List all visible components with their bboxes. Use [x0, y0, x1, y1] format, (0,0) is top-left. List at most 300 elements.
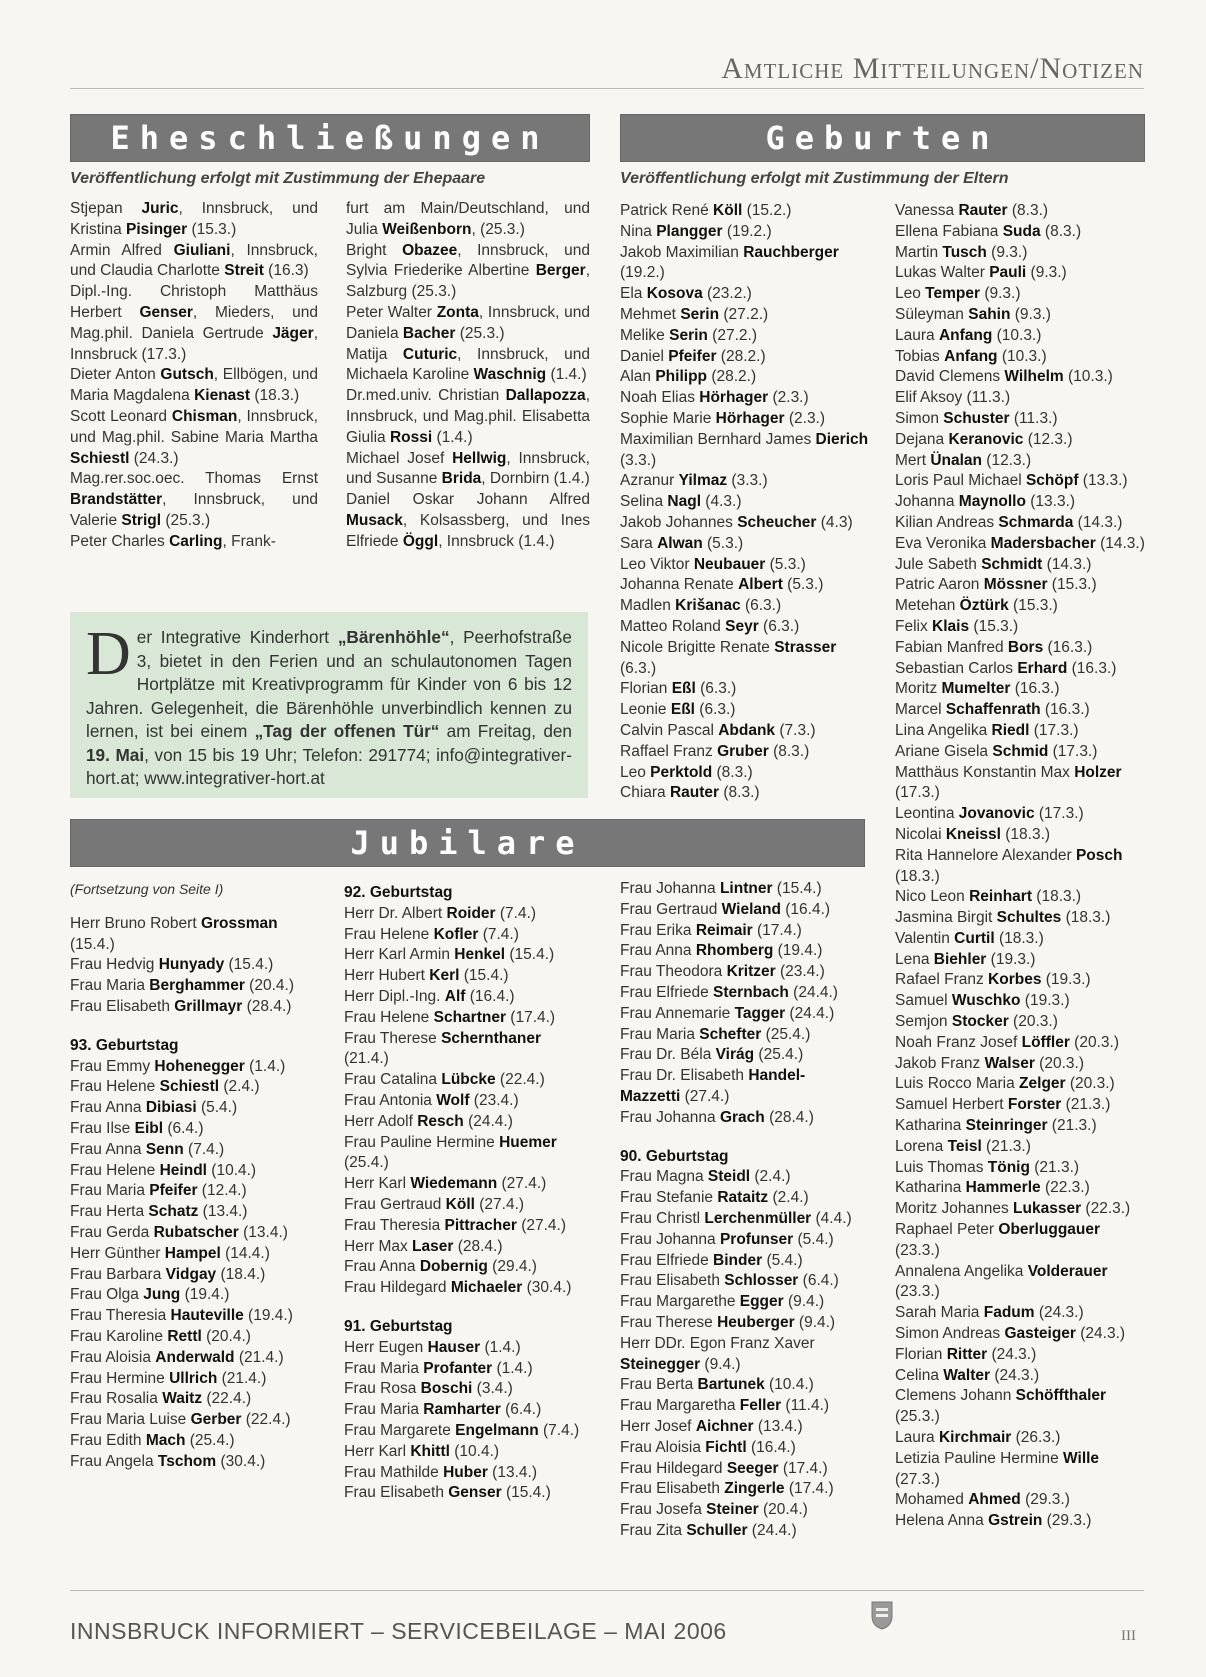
list-item	[620, 409, 870, 430]
entry-text: (27.4.)	[474, 1195, 525, 1213]
entry-text: (1.4.)	[546, 366, 587, 384]
list-item	[70, 1202, 320, 1223]
list-item	[895, 1303, 1145, 1324]
entry-text: (26.3.)	[1011, 1429, 1061, 1447]
surname: Grach	[719, 1108, 765, 1126]
surname: Vidgay	[165, 1265, 217, 1283]
surname: Berghammer	[149, 977, 245, 995]
surname: Rauter	[669, 784, 720, 802]
jubilare-column-3	[620, 879, 865, 1542]
surname: Steinegger	[620, 1355, 701, 1373]
list-item	[620, 326, 870, 347]
entry-text: (9.4.)	[783, 1293, 825, 1311]
surname: Streit	[224, 262, 264, 280]
list-item	[895, 263, 1145, 284]
surname: Rauchberger	[743, 243, 839, 261]
surname: Madersbacher	[990, 534, 1096, 552]
entry-text: (7.4.)	[495, 904, 537, 922]
surname: Plangger	[656, 222, 723, 240]
list-item	[895, 804, 1145, 825]
entry-text: Frau Johanna	[620, 1108, 720, 1126]
entry-text: (20.3.)	[1065, 1075, 1115, 1093]
entry-text: (17.3.)	[1048, 742, 1098, 760]
entry-text: (25.4.)	[185, 1431, 235, 1449]
entry-text: (27.3.)	[895, 1470, 940, 1488]
surname: Holzer	[1074, 763, 1122, 781]
entry-text: (15.3.)	[1008, 597, 1058, 615]
surname: Eibl	[134, 1119, 164, 1137]
entry-text: (6.4.)	[163, 1119, 204, 1137]
entry-text: Frau Helene	[70, 1078, 160, 1096]
entry-text: Frau Maria	[70, 977, 150, 995]
surname: Seyr	[725, 617, 759, 635]
list-item	[895, 1095, 1145, 1116]
list-item	[344, 904, 588, 925]
entry-text: (23.3.)	[895, 1283, 940, 1301]
entry-text: Lukas Walter	[895, 264, 990, 282]
list-item	[895, 201, 1145, 222]
surname: Köll	[713, 202, 743, 219]
surname: 19. Mai	[86, 744, 145, 765]
surname: Resch	[417, 1112, 464, 1130]
spacer	[70, 1018, 320, 1032]
entry-text: (15.4.)	[505, 946, 555, 964]
list-item	[620, 742, 870, 763]
entry-text: Loris Paul Michael	[895, 472, 1026, 490]
surname: Kneissl	[945, 825, 1001, 843]
surname: Feller	[739, 1397, 782, 1415]
surname: „Bärenhöhle“	[337, 627, 450, 647]
entry-text: (28.2.)	[707, 368, 757, 386]
entry-text: (25.4.)	[754, 1046, 804, 1064]
entry-text: (27.4.)	[680, 1087, 730, 1105]
entry-text: , Innsbruck, und Mag.phil. Sabine Maria Martha	[70, 407, 318, 446]
list-item	[346, 449, 590, 491]
list-item	[895, 908, 1145, 929]
surname: Seeger	[726, 1459, 779, 1477]
list-item	[895, 742, 1145, 763]
surname: Zingerle	[724, 1480, 785, 1498]
list-item	[344, 1070, 588, 1091]
entry-text: Jakob Franz	[895, 1054, 985, 1072]
entry-text: Moritz	[895, 680, 942, 698]
surname: Krišanac	[675, 597, 741, 615]
entry-text: Frau Emmy	[70, 1057, 155, 1075]
entry-text: Tobias	[895, 347, 945, 365]
list-item	[70, 1098, 320, 1119]
entry-text: Herr Karl	[344, 1175, 411, 1193]
entry-text: (3.3.)	[620, 451, 657, 469]
entry-text: Alan	[620, 368, 656, 386]
entry-text: Herr Bruno Robert	[70, 914, 201, 932]
surname: Kienast	[194, 387, 251, 405]
list-item	[620, 721, 870, 742]
list-item	[70, 365, 318, 407]
entry-text: Rafael Franz	[895, 971, 989, 989]
entry-text: Dieter Anton	[70, 366, 161, 384]
entry-text: Dejana	[895, 430, 949, 448]
entry-text: Frau Olga	[70, 1286, 144, 1304]
entry-text: David Clemens	[895, 368, 1005, 386]
list-item	[620, 243, 870, 285]
list-item	[620, 1209, 865, 1230]
entry-text: Mert	[895, 451, 931, 469]
entry-text: Frau Therese	[620, 1313, 718, 1331]
list-item	[344, 1483, 588, 1504]
list-item	[895, 1012, 1145, 1033]
entry-text: (4.3.)	[701, 493, 742, 511]
list-item	[895, 534, 1145, 555]
entry-text: (17.4.)	[752, 921, 802, 939]
page-header-title: Amtliche Mitteilungen/Notizen	[721, 52, 1144, 85]
entry-text: (25.4.)	[761, 1025, 811, 1043]
surname: Köll	[445, 1195, 475, 1213]
entry-text: (17.3.)	[895, 784, 940, 802]
entry-text: Matthäus Konstantin Max	[895, 763, 1075, 781]
entry-text: Eva Veronika	[895, 534, 991, 552]
eheschliessungen-column-1	[70, 199, 318, 553]
list-item	[346, 303, 590, 345]
list-item	[620, 983, 865, 1004]
entry-text: Frau Helene	[344, 1008, 434, 1026]
surname: Schmarda	[998, 513, 1074, 531]
surname: Wiedemann	[410, 1175, 498, 1193]
surname: Fichtl	[705, 1438, 747, 1456]
list-item	[895, 1345, 1145, 1366]
list-item	[620, 575, 870, 596]
entry-text: Samuel	[895, 992, 952, 1010]
entry-text: (19.3.)	[986, 950, 1036, 968]
entry-text: , von 15 bis 19 Uhr; Telefon: 291774; info@integrativer-hort.at; www.integrativer-hort.at	[86, 744, 572, 788]
surname: Korbes	[988, 971, 1042, 989]
entry-text: (20.3.)	[1069, 1033, 1119, 1051]
surname: Rhomberg	[695, 942, 774, 960]
entry-text: (17.3.)	[1029, 721, 1079, 739]
surname: Schlosser	[724, 1272, 799, 1290]
surname: Gutsch	[160, 366, 214, 384]
surname: Binder	[713, 1251, 763, 1269]
surname: Weißenborn	[382, 220, 472, 238]
entry-text: Selina	[620, 493, 668, 511]
spacer	[344, 1299, 588, 1313]
surname: Löffler	[1021, 1033, 1070, 1051]
entry-text: (21.3.)	[1061, 1096, 1111, 1114]
surname: Giuliani	[173, 241, 231, 259]
footer-title: INNSBRUCK INFORMIERT – SERVICEBEILAGE – MAI 2006	[70, 1618, 727, 1644]
entry-text: Raphael Peter	[895, 1221, 999, 1239]
entry-text: Frau Maria	[344, 1359, 424, 1377]
entry-text: (28.2.)	[716, 347, 766, 365]
entry-text: (20.3.)	[1008, 1013, 1058, 1031]
entry-text: (12.4.)	[197, 1182, 247, 1200]
list-item	[620, 700, 870, 721]
list-item	[620, 617, 870, 638]
list-item	[620, 1271, 865, 1292]
entry-text: , Ellbögen, und Maria Magdalena	[70, 366, 318, 405]
entry-text: (18.3.)	[250, 387, 300, 405]
surname: Roider	[446, 904, 496, 922]
surname: Kosova	[646, 285, 703, 303]
entry-text: (12.3.)	[982, 451, 1032, 469]
entry-text: Herr Dipl.-Ing.	[344, 987, 445, 1005]
jubilare-column-2	[344, 879, 588, 1504]
surname: Schernthaner	[441, 1029, 541, 1047]
list-item	[620, 1313, 865, 1334]
surname: Hellwig	[452, 449, 507, 467]
entry-text: Frau Magna	[620, 1168, 708, 1186]
entry-text: (10.4.)	[449, 1442, 500, 1460]
entry-text: (6.4.)	[798, 1272, 839, 1290]
entry-text: Frau Dr. Elisabeth	[620, 1067, 749, 1085]
surname: Schmidt	[981, 555, 1043, 573]
list-item	[895, 388, 1145, 409]
list-item	[620, 534, 870, 555]
list-item	[895, 970, 1145, 991]
entry-text: Mag.rer.soc.oec. Thomas Ernst	[70, 470, 318, 488]
entry-text: (21.3.)	[1047, 1117, 1097, 1135]
entry-text: Frau Maria	[70, 1182, 150, 1200]
entry-text: (6.3.)	[758, 617, 800, 635]
entry-text: Frau Margarete	[344, 1421, 456, 1439]
surname: Dibiasi	[145, 1099, 197, 1117]
entry-text: (2.4.)	[768, 1189, 809, 1207]
entry-text: Felix	[895, 617, 933, 635]
entry-text: Ellena Fabiana	[895, 222, 1003, 240]
entry-text: (24.4.)	[785, 1004, 835, 1022]
list-item	[620, 1167, 865, 1188]
entry-text: (5.4.)	[762, 1251, 803, 1269]
entry-text: , Innsbruck, und Claudia Charlotte	[70, 241, 318, 280]
entry-text: Laura	[895, 326, 939, 344]
surname: Brida	[441, 470, 482, 488]
entry-text: (29.3.)	[1042, 1512, 1092, 1530]
list-item	[620, 555, 870, 576]
surname: Rettl	[167, 1327, 202, 1345]
entry-text: (27.4.)	[497, 1175, 547, 1193]
surname: Lerchenmüller	[704, 1209, 812, 1227]
entry-text: (23.3.)	[895, 1241, 940, 1259]
list-item	[895, 409, 1145, 430]
entry-text: (1.4.)	[492, 1359, 533, 1377]
list-item	[344, 1400, 588, 1421]
entry-text: (22.4.)	[241, 1411, 291, 1429]
surname: Grillmayr	[174, 997, 243, 1015]
entry-text: Herr Adolf	[344, 1112, 418, 1130]
surname: Lintner	[719, 880, 773, 897]
surname: Hohenegger	[154, 1057, 245, 1075]
surname: Schatz	[148, 1203, 199, 1221]
surname: Ramharter	[423, 1401, 501, 1419]
entry-text: (7.4.)	[478, 925, 519, 943]
entry-text: (14.3.)	[1095, 534, 1145, 552]
surname: „Tag der offenen Tür“	[254, 721, 440, 741]
surname: Walser	[984, 1054, 1035, 1072]
entry-text: (16.4.)	[746, 1438, 796, 1456]
entry-text: Frau Therese	[344, 1029, 442, 1047]
entry-text: Herr Max	[344, 1237, 413, 1255]
entry-text: (12.3.)	[1023, 430, 1073, 448]
entry-text: (28.4.)	[453, 1237, 503, 1255]
list-item	[620, 1375, 865, 1396]
birthday-heading: 91. Geburtstag	[344, 1317, 453, 1335]
list-item	[895, 991, 1145, 1012]
surname: Virág	[715, 1046, 755, 1064]
surname: Mössner	[983, 576, 1048, 594]
surname: Tusch	[942, 243, 987, 261]
surname: Wille	[1063, 1449, 1100, 1467]
entry-text: (6.3.)	[620, 659, 657, 677]
entry-text: (3.4.)	[472, 1380, 513, 1398]
entry-text: (23.4.)	[469, 1091, 519, 1109]
entry-text: Frau Hermine	[70, 1369, 170, 1387]
entry-text: Frau Catalina	[344, 1071, 442, 1089]
surname: Alwan	[657, 534, 703, 552]
surname: Grossman	[200, 914, 278, 932]
list-item	[895, 1511, 1145, 1532]
entry-text: (15.4.)	[70, 935, 115, 953]
surname: Anfang	[944, 347, 998, 365]
entry-text: Frau Maria	[620, 1025, 700, 1043]
birthday-heading: 90. Geburtstag	[620, 1147, 729, 1165]
entry-text: (24.4.)	[747, 1521, 797, 1539]
list-item	[895, 721, 1145, 742]
list-item	[620, 879, 865, 900]
entry-text: , Frank-	[222, 532, 276, 550]
list-item	[70, 282, 318, 365]
section-bar-eheschliessungen: Eheschließungen	[70, 114, 590, 162]
entry-text: Jasmina Birgit	[895, 909, 997, 927]
section-bar-jubilare: Jubilare	[70, 819, 865, 867]
entry-text: Frau Elisabeth	[344, 1484, 449, 1502]
entry-text: Frau Ilse	[70, 1119, 135, 1137]
surname: Steidl	[707, 1168, 751, 1186]
entry-text: (9.4.)	[794, 1313, 836, 1331]
entry-text: (20.4.)	[244, 977, 294, 995]
entry-text: Frau Gerda	[70, 1223, 154, 1241]
entry-text: (15.3.)	[969, 617, 1019, 635]
surname: Laser	[412, 1237, 454, 1255]
entry-text: Katharina	[895, 1117, 966, 1135]
entry-text: Frau Dr. Béla	[620, 1046, 716, 1064]
entry-text: Elif Aksoy (11.3.)	[895, 389, 1011, 407]
entry-text: (19.3.)	[1020, 992, 1070, 1010]
entry-text: (13.4.)	[238, 1223, 288, 1241]
entry-text: (18.3.)	[1031, 888, 1082, 906]
entry-text: Frau Angela	[70, 1452, 158, 1470]
entry-text: (5.3.)	[702, 534, 744, 552]
entry-text: (2.3.)	[784, 409, 826, 427]
list-item	[620, 679, 870, 700]
surname: Henkel	[454, 946, 506, 964]
page-number: III	[1121, 1628, 1136, 1644]
entry-text: er Integrative Kinderhort	[136, 627, 338, 647]
entry-text: (16.4.)	[465, 987, 515, 1005]
list-item	[344, 1359, 588, 1380]
entry-text: Frau Elfriede	[620, 1251, 714, 1269]
list-item	[895, 887, 1145, 908]
list-item	[620, 1108, 865, 1129]
entry-text: , Innsbruck, und Daniela	[346, 303, 590, 342]
entry-text: (1.4.)	[480, 1338, 521, 1356]
list-item	[895, 1074, 1145, 1095]
surname: Oberluggauer	[998, 1221, 1101, 1239]
list-item	[70, 1181, 320, 1202]
section-bar-geburten: Geburten	[620, 114, 1145, 162]
list-item	[620, 1438, 865, 1459]
surname: Klais	[932, 617, 970, 635]
surname: Suda	[1002, 222, 1041, 240]
list-item	[70, 1057, 320, 1078]
entry-text: (18.4.)	[216, 1265, 266, 1283]
entry-text: Scott Leonard	[70, 407, 172, 425]
entry-text: (29.4.)	[487, 1258, 537, 1276]
entry-text: (15.4.)	[224, 956, 274, 974]
entry-text: (23.2.)	[702, 285, 752, 303]
entry-text: Sebastian Carlos	[895, 659, 1018, 677]
surname: Kirchmair	[938, 1429, 1012, 1447]
entry-text: Frau Anna	[70, 1099, 146, 1117]
surname: Dallapozza	[505, 387, 586, 405]
list-item	[620, 430, 870, 472]
entry-text: Frau Anna	[70, 1140, 146, 1158]
surname: Michaeler	[450, 1279, 523, 1297]
surname: Genser	[139, 303, 193, 321]
surname: Schaffenrath	[945, 701, 1041, 719]
entry-text: Clemens Johann	[895, 1387, 1016, 1405]
surname: Hauteville	[170, 1307, 244, 1325]
entry-text: Jule Sabeth	[895, 555, 982, 573]
eheschliessungen-column-2	[346, 199, 590, 553]
surname: Volderauer	[1027, 1262, 1108, 1280]
list-item	[895, 700, 1145, 721]
entry-text: (9.3.)	[980, 285, 1021, 303]
surname: Sahin	[968, 305, 1011, 323]
entry-text: Frau Christl	[620, 1209, 705, 1227]
geburten-note: Veröffentlichung erfolgt mit Zustimmung der Eltern	[620, 170, 1009, 187]
surname: Juric	[141, 200, 179, 217]
surname: Perktold	[650, 763, 713, 781]
surname: Gstrein	[988, 1512, 1043, 1530]
surname: Strasser	[774, 638, 837, 656]
entry-text: (20.4.)	[201, 1327, 251, 1345]
header-rule	[70, 88, 1144, 89]
entry-text: Frau Berta	[620, 1376, 698, 1394]
surname: Heuberger	[717, 1313, 795, 1331]
entry-text: , Dornbirn (1.4.)	[481, 470, 590, 488]
entry-text: Helena Anna	[895, 1512, 989, 1530]
surname: Sternbach	[713, 983, 789, 1001]
surname: Alf	[444, 987, 466, 1005]
entry-text: Vanessa	[895, 202, 959, 219]
entry-text: Lorena	[895, 1137, 948, 1155]
entry-text: (2.3.)	[768, 389, 809, 407]
list-item	[895, 1490, 1145, 1511]
entry-text: (5.3.)	[765, 555, 806, 573]
entry-text: (16.3.)	[1067, 659, 1117, 677]
list-item	[895, 367, 1145, 388]
surname: Pfeifer	[668, 347, 717, 365]
entry-text: , Innsbruck, und Mag.phil. Elisabetta Giulia	[346, 387, 590, 446]
entry-text: (22.3.)	[1081, 1200, 1131, 1218]
surname: Genser	[448, 1484, 502, 1502]
spacer	[70, 900, 320, 914]
surname: Rauter	[958, 202, 1008, 219]
entry-text: Herr Eugen	[344, 1338, 428, 1356]
surname: Ahmed	[968, 1491, 1021, 1509]
surname: Brandstätter	[70, 491, 163, 509]
entry-text: Leontina	[895, 805, 959, 823]
entry-text: Florian	[620, 680, 672, 698]
